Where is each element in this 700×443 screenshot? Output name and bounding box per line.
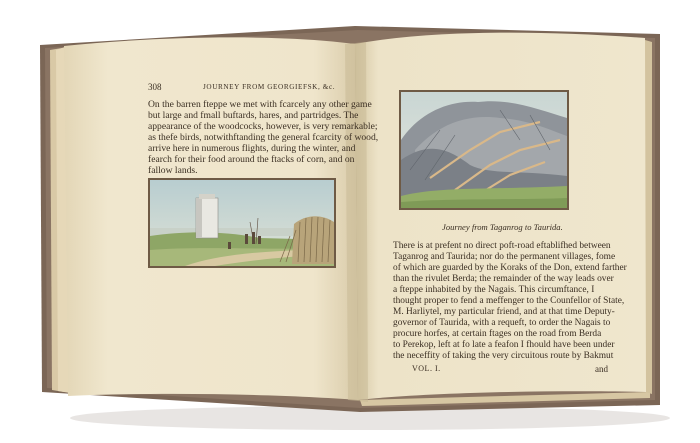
left-text-line: appearance of the woodcocks, however, is very remarkable; bbox=[148, 121, 378, 132]
right-text-line: to Perekop, left at fo late a feafon I fhould have been under bbox=[393, 340, 615, 350]
left-text-line: On the barren fteppe we met with fcarcely any other game bbox=[148, 99, 372, 110]
right-text-line: M. Harliytel, my particular friend, and at that time Deputy- bbox=[393, 307, 615, 317]
right-text-line: than the rivulet Berda; the remainder of the way leads over bbox=[393, 274, 614, 284]
catchword: and bbox=[595, 364, 608, 374]
left-text-line: fallow lands. bbox=[148, 165, 198, 176]
right-text-line: procure horfes, at certain ftages on the road from Berda bbox=[393, 329, 602, 339]
right-text-line: thought proper to fend a meffenger to the Counfellor of State, bbox=[393, 296, 625, 306]
plate-caption: Journey from Taganrog to Taurida. bbox=[442, 222, 563, 232]
right-text-line: governor of Taurida, with a requeft, to order the Nagais to bbox=[393, 318, 611, 328]
right-text-line: Taganrog and Taurida; nor do the permanent villages, fome bbox=[393, 252, 616, 262]
right-text-line: There is at prefent no direct poft-road eftablifhed between bbox=[393, 241, 611, 251]
left-text-line: but large and fmall buftards, hares, and partridges. The bbox=[148, 110, 359, 121]
right-text-line: the neceffity of taking the very circuitous route by Bakmut bbox=[393, 351, 614, 361]
left-text-line: fearch for their food around the ftacks of corn, and on bbox=[148, 154, 355, 165]
signature-mark: VOL. I. bbox=[412, 364, 441, 373]
right-text-line: of which are guarded by the Koraks of the Don, extend farther bbox=[393, 263, 627, 273]
left-text-line: arrive here in numerous flights, during the winter, and bbox=[148, 143, 356, 154]
right-text-line: a fteppe inhabited by the Nagais. This circumftance, I bbox=[393, 285, 595, 295]
page-number: 308 bbox=[148, 82, 162, 92]
running-head: JOURNEY FROM GEORGIEFSK, &c. bbox=[203, 83, 336, 91]
left-text-line: as thefe birds, notwithftanding the general fcarcity of wood, bbox=[148, 132, 379, 143]
